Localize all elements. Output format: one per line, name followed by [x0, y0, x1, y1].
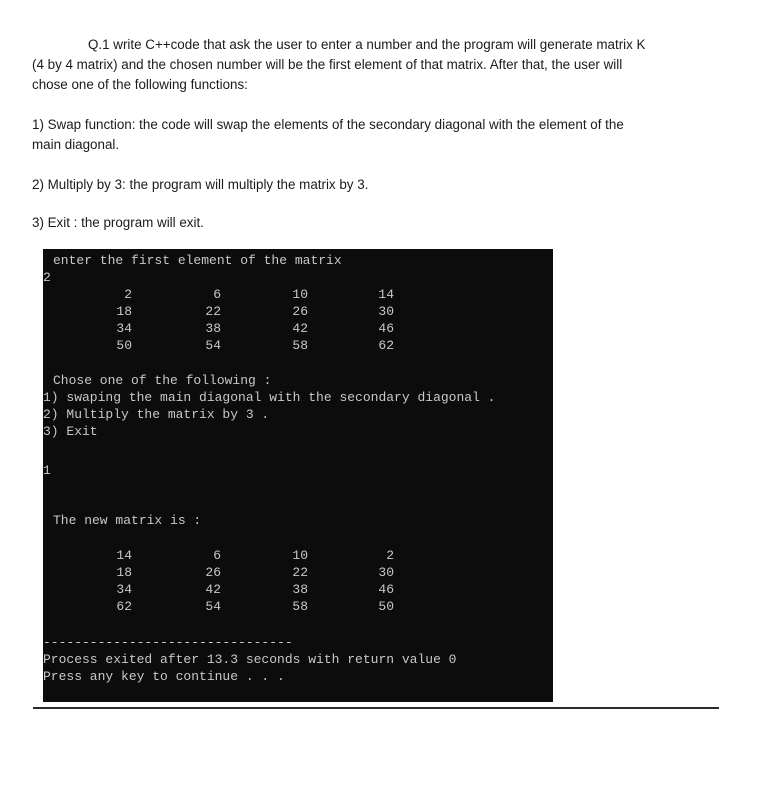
console-result-label: The new matrix is :: [53, 513, 202, 528]
matrix-cell: 2: [386, 548, 394, 563]
matrix-cell: 14: [378, 287, 394, 302]
matrix-cell: 2: [124, 287, 132, 302]
matrix-cell: 42: [292, 321, 308, 336]
matrix-cell: 46: [378, 321, 394, 336]
matrix-cell: 26: [292, 304, 308, 319]
matrix-cell: 50: [116, 338, 132, 353]
matrix-cell: 30: [378, 304, 394, 319]
function-swap-line: main diagonal.: [32, 137, 120, 152]
matrix-cell: 62: [378, 338, 394, 353]
matrix-cell: 6: [213, 548, 221, 563]
matrix-cell: 26: [205, 565, 221, 580]
console-prompt: enter the first element of the matrix: [53, 253, 342, 268]
matrix-cell: 30: [378, 565, 394, 580]
function-swap-line: 1) Swap function: the code will swap the elements of the secondary diagonal with the element of the: [32, 117, 624, 132]
matrix-cell: 38: [205, 321, 221, 336]
matrix-cell: 34: [116, 321, 132, 336]
matrix-cell: 34: [116, 582, 132, 597]
console-menu-item-swap: 1) swaping the main diagonal with the secondary diagonal .: [43, 390, 496, 405]
matrix-cell: 10: [292, 548, 308, 563]
question-line: chose one of the following functions:: [32, 77, 248, 92]
matrix-cell: 62: [116, 599, 132, 614]
matrix-cell: 18: [116, 565, 132, 580]
question-line: (4 by 4 matrix) and the chosen number will be the first element of that matrix. After that, the user will: [32, 57, 623, 72]
matrix-cell: 18: [116, 304, 132, 319]
matrix-cell: 22: [292, 565, 308, 580]
matrix-cell: 58: [292, 338, 308, 353]
matrix-cell: 10: [292, 287, 308, 302]
matrix-cell: 50: [378, 599, 394, 614]
matrix-cell: 22: [205, 304, 221, 319]
console-screenshot: [43, 249, 553, 702]
matrix-cell: 46: [378, 582, 394, 597]
console-menu-item-exit: 3) Exit: [43, 424, 98, 439]
console-separator: --------------------------------: [43, 635, 293, 650]
console-continue-message: Press any key to continue . . .: [43, 669, 285, 684]
question-line: Q.1 write C++code that ask the user to enter a number and the program will generate matrix K: [88, 37, 646, 52]
console-menu-item-multiply: 2) Multiply the matrix by 3 .: [43, 407, 270, 422]
console-exit-message: Process exited after 13.3 seconds with return value 0: [43, 652, 457, 667]
function-exit: 3) Exit : the program will exit.: [32, 215, 204, 230]
console-menu-title: Chose one of the following :: [53, 373, 272, 388]
console-input-choice: 1: [43, 463, 51, 478]
matrix-cell: 54: [205, 599, 221, 614]
function-multiply: 2) Multiply by 3: the program will multiply the matrix by 3.: [32, 177, 369, 192]
matrix-cell: 42: [205, 582, 221, 597]
matrix-cell: 38: [292, 582, 308, 597]
horizontal-divider: [33, 707, 719, 709]
console-input-first-element: 2: [43, 270, 51, 285]
matrix-cell: 14: [116, 548, 132, 563]
matrix-cell: 58: [292, 599, 308, 614]
matrix-cell: 6: [213, 287, 221, 302]
matrix-cell: 54: [205, 338, 221, 353]
